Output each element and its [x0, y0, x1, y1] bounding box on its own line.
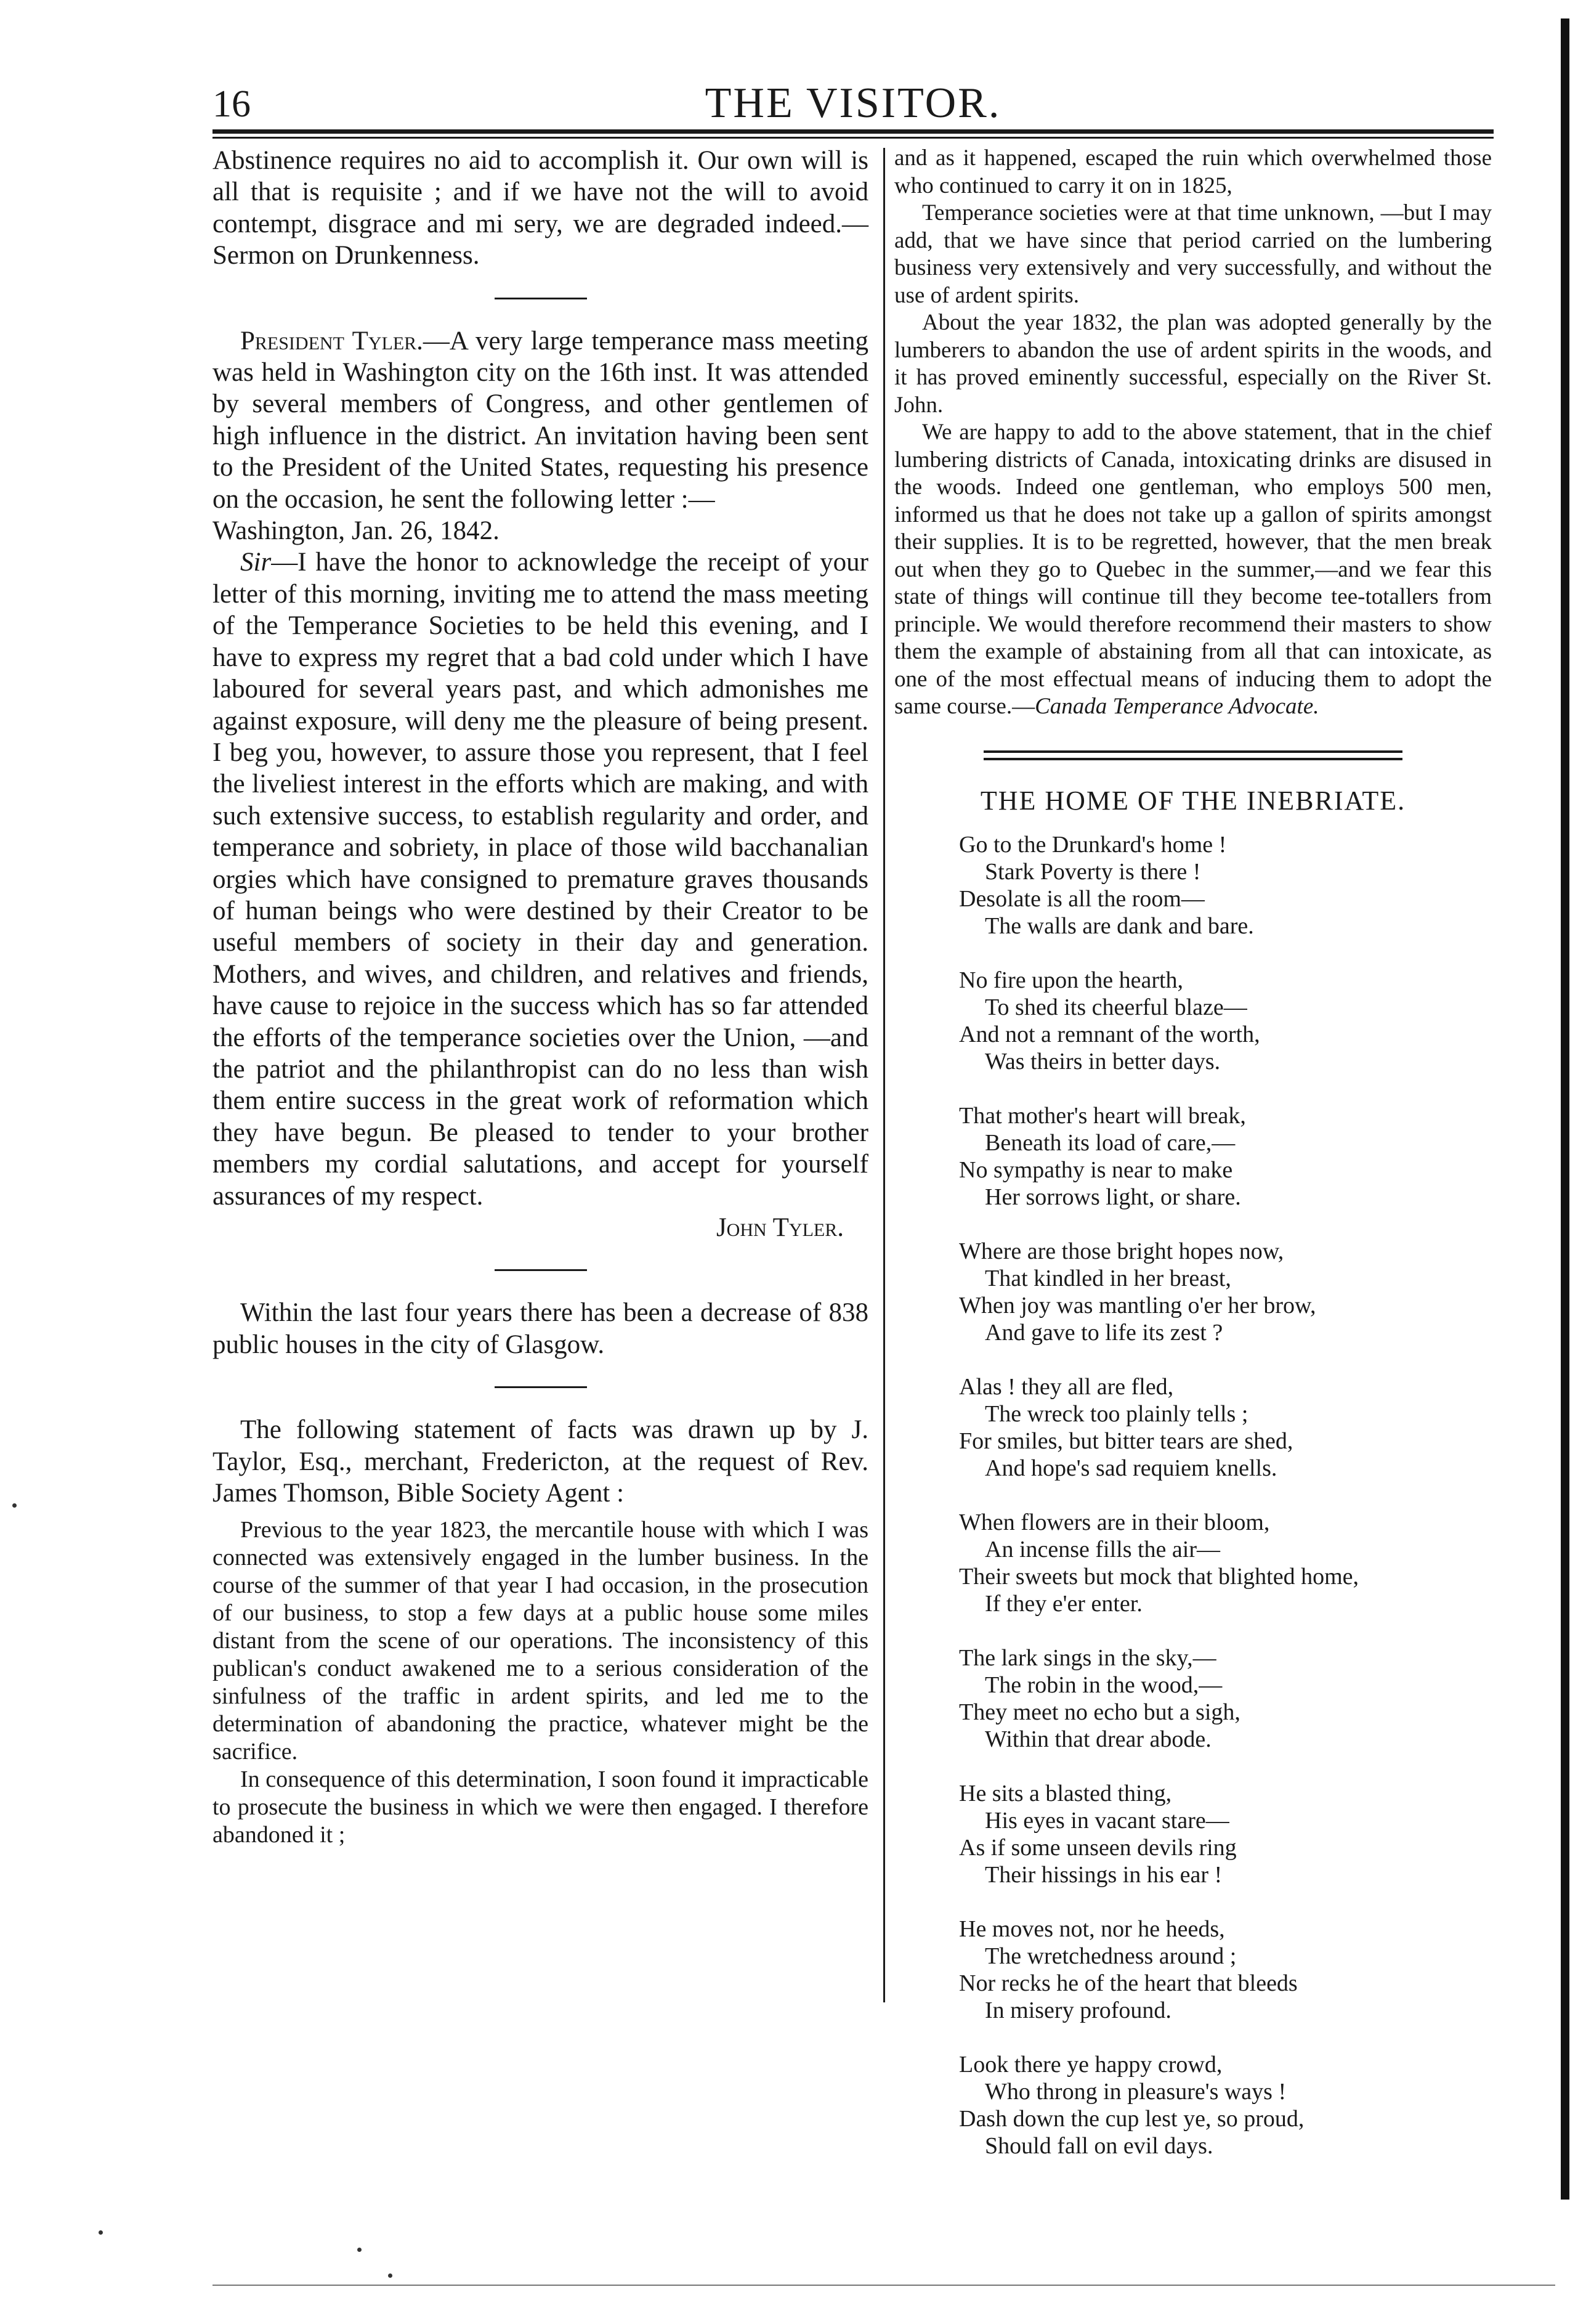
poem-line: Look there ye happy crowd, — [959, 2051, 1223, 2078]
poem-line: The wretchedness around ; — [985, 1943, 1237, 1969]
tyler-letter — [212, 546, 868, 1212]
letter-signature-line — [212, 1212, 868, 1243]
poem-line: Where are those bright hopes now, — [959, 1238, 1284, 1264]
temperance-societies-paragraph: Temperance societies were at that time unknown, —but I may add, that we have since that period carried on the lumbering business very extensively and very successfully, and without the use of ardent spirits. — [894, 200, 1492, 308]
header-rule-thick — [212, 129, 1494, 134]
separator-rule — [495, 1269, 587, 1271]
poem-line: Nor recks he of the heart that bleeds — [959, 1970, 1298, 1996]
poem-line: And hope's sad requiem knells. — [985, 1455, 1277, 1481]
poem-line: The wreck too plainly tells ; — [985, 1400, 1248, 1427]
letter-signature: John Tyler. — [716, 1213, 844, 1242]
header-rule-thin — [212, 137, 1494, 139]
poem-line: When flowers are in their bloom, — [959, 1509, 1270, 1535]
separator-rule — [495, 298, 587, 299]
poem-stanza — [959, 1238, 1492, 1346]
letter-salutation: Sir — [240, 548, 272, 577]
poem — [894, 831, 1492, 2159]
poem-line: The walls are dank and bare. — [985, 912, 1254, 939]
scan-speck — [99, 2230, 103, 2235]
poem-line: Her sorrows light, or share. — [985, 1184, 1241, 1210]
taylor-intro: The following statement of facts was drawn up by J. Taylor, Esq., merchant, Fredericton, at the request of Rev. James Thomson, Bible Society Agent : — [212, 1415, 868, 1508]
canada-source: Canada Temperance Advocate. — [1035, 694, 1319, 719]
letter-date: Washington, Jan. 26, 1842. — [212, 516, 500, 546]
poem-line: He moves not, nor he heeds, — [959, 1916, 1225, 1942]
canada-paragraph — [894, 419, 1492, 721]
scan-speck — [357, 2248, 362, 2252]
poem-line: Within that drear abode. — [985, 1726, 1212, 1752]
poem-stanza — [959, 1916, 1492, 2024]
page-title: THE VISITOR. — [705, 79, 1001, 127]
scan-speck — [388, 2273, 392, 2278]
poem-line: Dash down the cup lest ye, so proud, — [959, 2105, 1305, 2132]
taylor-statement-2: In consequence of this determination, I soon found it impracticable to prosecute the business in which we were then engaged. I therefore abandoned it ; — [212, 1766, 868, 1848]
poem-line: If they e'er enter. — [985, 1590, 1143, 1617]
bottom-edge-line — [212, 2285, 1555, 2286]
double-rule — [984, 750, 1402, 760]
poem-line: Alas ! they all are fled, — [959, 1373, 1174, 1400]
poem-line: That mother's heart will break, — [959, 1102, 1246, 1129]
scan-speck — [12, 1503, 17, 1508]
tyler-intro: —A very large temperance mass meeting was held in Washington city on the 16th inst. It was attended by several members of Congress, and other gentlemen of high influence in the district. An invitation having been sent to the President of the United States, requesting his presence on the occasion, he sent the following letter :— — [212, 326, 868, 514]
poem-line: No sympathy is near to make — [959, 1156, 1233, 1183]
poem-line: His eyes in vacant stare— — [985, 1807, 1229, 1834]
page-header — [212, 79, 1494, 128]
poem-title: THE HOME OF THE INEBRIATE. — [980, 785, 1406, 816]
poem-stanza — [959, 1373, 1492, 1482]
poem-line: Go to the Drunkard's home ! — [959, 831, 1227, 858]
poem-stanza — [959, 2051, 1492, 2159]
tyler-heading: President Tyler. — [240, 326, 423, 356]
canada-paragraph-text: We are happy to add to the above statement, that in the chief lumbering districts of Canada, intoxicating drinks are disused in the woods. Indeed one gentleman, who employs 500 men, informed us that he does not take up a gallon of spirits amongst their supplies. It is to be regretted, however, that the men break out when they go to Quebec in the summer,—and we fear this state of things will continue till they become tee-totallers from principle. We would therefore recommend their masters to show them the example of abstaining from all that can intoxicate, as one of the most effectual means of inducing them to adopt the same course.— — [894, 420, 1492, 719]
glasgow-notice: Within the last four years there has been a decrease of 838 public houses in the city of Glasgow. — [212, 1298, 868, 1359]
lumberers-paragraph: About the year 1832, the plan was adopted generally by the lumberers to abandon the use of ardent spirits in the woods, and it has proved eminently successful, especially on the River St. John. — [894, 310, 1492, 418]
poem-line: Was theirs in better days. — [985, 1048, 1221, 1075]
poem-stanza — [959, 1509, 1492, 1617]
letter-body: —I have the honor to acknowledge the receipt of your letter of this morning, inviting me to attend the mass meeting of the Temperance Societies to be held this evening, and I have to express my regret that a bad cold under which I have laboured for several years past, and which admonishes me against exposure, will deny me the pleasure of being present. I beg you, however, to assure those you represent, that I feel the liveliest interest in the efforts which are making, and with such extensive success, to establish regularity and order, and temperance and sobriety, in place of those wild bacchanalian orgies which have consigned to premature graves thousands of human beings who were destined by their Creator to be useful members of society in their day and generation. Mothers, and wives, and children, and relatives and friends, have cause to rejoice in the success which has so far attended the efforts of the temperance societies over the Union, —and the patriot and the philanthropist can do no less than wish them entire success in the great work of reformation which they have begun. Be pleased to tender to your brother members my cordial salutations, and accept for yourself assurances of my respect. — [212, 548, 868, 1211]
right-column — [894, 145, 1492, 2187]
poem-stanza — [959, 1102, 1492, 1211]
tyler-article — [212, 325, 868, 515]
poem-line: The lark sings in the sky,— — [959, 1644, 1216, 1671]
poem-line: In misery profound. — [985, 1997, 1171, 2023]
poem-line: He sits a blasted thing, — [959, 1780, 1172, 1806]
scan-edge-bar — [1561, 18, 1569, 2200]
poem-line: Who throng in pleasure's ways ! — [985, 2078, 1287, 2105]
poem-line: Should fall on evil days. — [985, 2132, 1213, 2159]
poem-line: To shed its cheerful blaze— — [985, 994, 1247, 1020]
left-column — [212, 145, 868, 1849]
poem-line: That kindled in her breast, — [985, 1265, 1231, 1291]
taylor-statement-1: Previous to the year 1823, the mercantile house with which I was connected was extensively engaged in the lumber business. In the course of the summer of that year I had occasion, in the prosecution of our business, to stop a few days at a public house some miles distant from the scene of our operations. The inconsistency of this publican's conduct awakened me to a serious consideration of the sinfulness of the traffic in ardent spirits, and led me to the determination of abandoning the practice, whatever might be the sacrifice. — [212, 1517, 868, 1765]
poem-line: The robin in the wood,— — [985, 1672, 1223, 1698]
poem-line: Desolate is all the room— — [959, 885, 1205, 912]
poem-line: Beneath its load of care,— — [985, 1129, 1236, 1156]
poem-line: As if some unseen devils ring — [959, 1834, 1237, 1861]
sermon-excerpt: Abstinence requires no aid to accomplish it. Our own will is all that is requisite ; and if we have not the will to avoid contempt, disgrace and mi sery, we are degraded indeed.—Sermon on Drunkenness. — [212, 146, 868, 270]
poem-line: Their hissings in his ear ! — [985, 1861, 1223, 1888]
poem-line: And gave to life its zest ? — [985, 1319, 1223, 1346]
separator-rule — [495, 1386, 587, 1388]
poem-stanza — [959, 831, 1492, 940]
page-number: 16 — [212, 83, 251, 125]
poem-stanza — [959, 967, 1492, 1075]
column-divider — [883, 148, 885, 2002]
poem-line: And not a remnant of the worth, — [959, 1021, 1260, 1047]
poem-line: An incense fills the air— — [985, 1536, 1221, 1562]
poem-line: No fire upon the hearth, — [959, 967, 1184, 993]
poem-line: When joy was mantling o'er her brow, — [959, 1292, 1316, 1318]
poem-line: Stark Poverty is there ! — [985, 858, 1201, 885]
poem-line: For smiles, but bitter tears are shed, — [959, 1428, 1293, 1454]
poem-stanza — [959, 1644, 1492, 1753]
poem-line: They meet no echo but a sigh, — [959, 1699, 1240, 1725]
poem-line: Their sweets but mock that blighted home, — [959, 1563, 1359, 1590]
poem-stanza — [959, 1780, 1492, 1888]
taylor-continued: and as it happened, escaped the ruin which overwhelmed those who continued to carry it on in 1825, — [894, 145, 1492, 198]
